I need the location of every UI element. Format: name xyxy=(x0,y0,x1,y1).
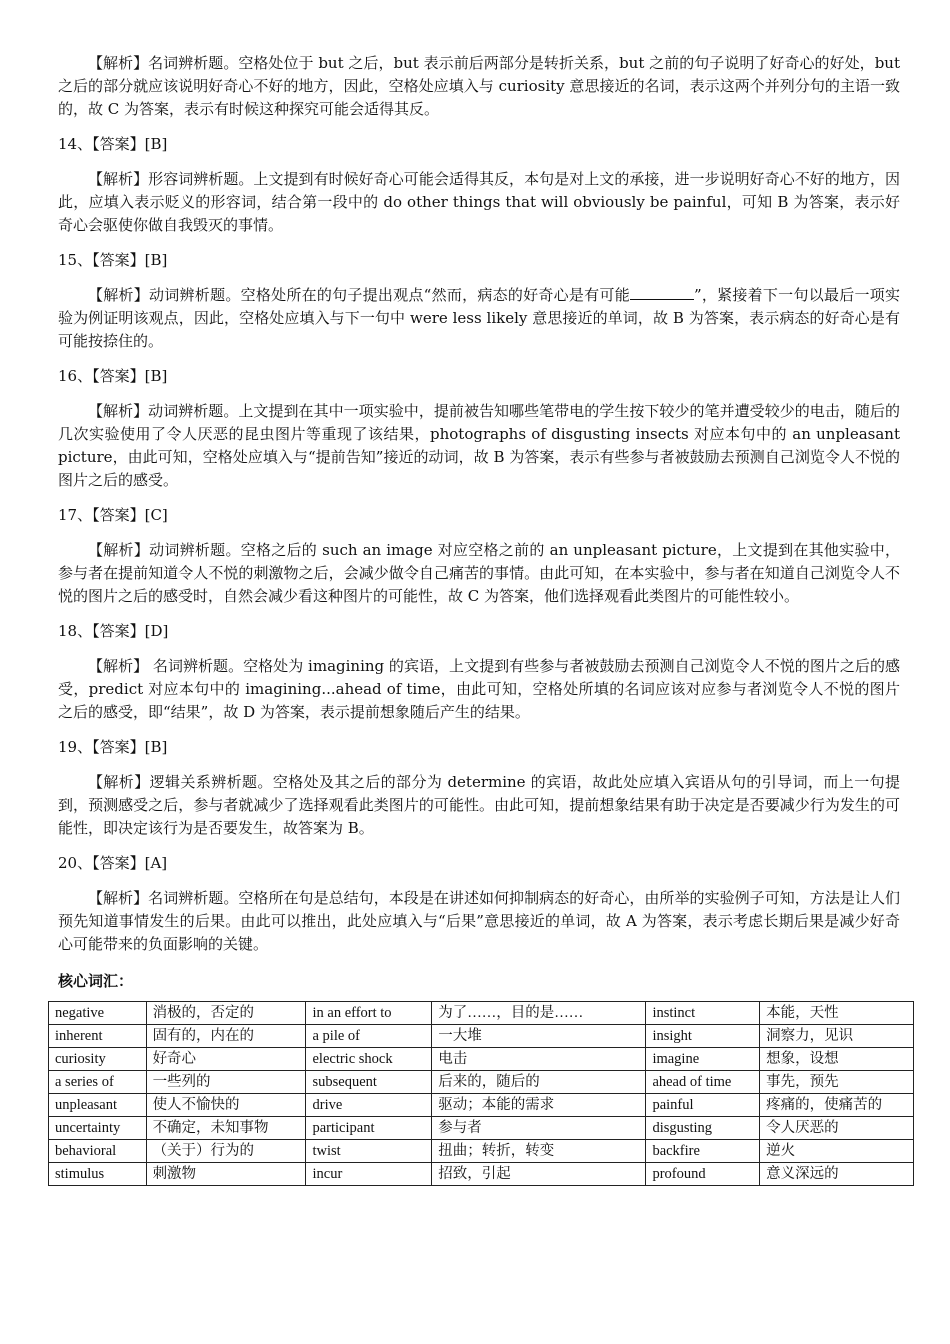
analysis-block-16 xyxy=(58,400,900,492)
table-row xyxy=(49,1071,914,1094)
table-row xyxy=(49,1002,914,1025)
vocab-meaning-cell: 参与者 xyxy=(432,1117,646,1140)
vocab-term-cell: inherent xyxy=(49,1025,147,1048)
answer-line: 19、【答案】[B] xyxy=(58,738,168,756)
vocab-heading: 核心词汇： xyxy=(58,972,134,990)
vocab-meaning-cell: 消极的，否定的 xyxy=(146,1002,306,1025)
vocab-term-cell: profound xyxy=(646,1163,760,1186)
vocab-meaning-cell: 意义深远的 xyxy=(760,1163,914,1186)
vocab-meaning-cell: 驱动；本能的需求 xyxy=(432,1094,646,1117)
analysis-text: 【解析】 名词辨析题。空格处为 imagining 的宾语，上文提到有些参与者被鼓励去预测自己浏览令人不悦的图片之后的感受，predict 对应本句中的 imagining...ahead of time，由此可知，空格处所填的名词应该对应参与者浏览令人不悦的图片之后的感受，即“结果”，故 D 为答案，表示提前想象随后产生的结果。 xyxy=(58,657,900,721)
vocab-meaning-cell: 使人不愉快的 xyxy=(146,1094,306,1117)
table-row xyxy=(49,1094,914,1117)
vocab-term-cell: stimulus xyxy=(49,1163,147,1186)
vocab-term-cell: instinct xyxy=(646,1002,760,1025)
fill-in-blank xyxy=(630,285,694,300)
vocab-meaning-cell: 洞察力，见识 xyxy=(760,1025,914,1048)
vocab-meaning-cell: 令人厌恶的 xyxy=(760,1117,914,1140)
analysis-text: 【解析】逻辑关系辨析题。空格处及其之后的部分为 determine 的宾语，故此处应填入宾语从句的引导词，而上一句提到，预测感受之后，参与者就减少了选择观看此类图片的可能性。由此可知，提前想象结果有助于决定是否要减少行为发生的可能性，即决定该行为是否要发生，故答案为 B。 xyxy=(58,773,900,837)
vocab-meaning-cell: 不确定，未知事物 xyxy=(146,1117,306,1140)
vocab-term-cell: a series of xyxy=(49,1071,147,1094)
answer-line: 15、【答案】[B] xyxy=(58,251,168,269)
analysis-text: 【解析】名词辨析题。空格所在句是总结句，本段是在讲述如何抑制病态的好奇心，由所举的实验例子可知，方法是让人们预先知道事情发生的后果。由此可以推出，此处应填入与“后果”意思接近的单词，故 A 为答案，表示考虑长期后果是减少好奇心可能带来的负面影响的关键。 xyxy=(58,889,900,953)
analysis-block-18 xyxy=(58,655,900,724)
vocab-term-cell: drive xyxy=(306,1094,432,1117)
vocab-meaning-cell: 事先，预先 xyxy=(760,1071,914,1094)
analysis-block-13 xyxy=(58,52,900,121)
analysis-block-14 xyxy=(58,168,900,237)
table-row xyxy=(49,1163,914,1186)
analysis-text: 【解析】名词辨析题。空格处位于 but 之后，but 表示前后两部分是转折关系，but 之前的句子说明了好奇心的好处，but 之后的部分就应该说明好奇心不好的地方，因此，空格处应填入与 curiosity 意思接近的名词，表示这两个并列分句的主语一致的，故 C 为答案，表示有时候这种探究可能会适得其反。 xyxy=(58,54,900,118)
vocab-term-cell: curiosity xyxy=(49,1048,147,1071)
vocab-term-cell: behavioral xyxy=(49,1140,147,1163)
vocab-term-cell: negative xyxy=(49,1002,147,1025)
analysis-block-19 xyxy=(58,771,900,840)
table-row xyxy=(49,1117,914,1140)
vocab-term-cell: insight xyxy=(646,1025,760,1048)
vocab-meaning-cell: 逆火 xyxy=(760,1140,914,1163)
analysis-block-20 xyxy=(58,887,900,956)
vocab-meaning-cell: 电击 xyxy=(432,1048,646,1071)
vocab-meaning-cell: 本能，天性 xyxy=(760,1002,914,1025)
vocab-term-cell: unpleasant xyxy=(49,1094,147,1117)
vocab-term-cell: painful xyxy=(646,1094,760,1117)
vocab-term-cell: a pile of xyxy=(306,1025,432,1048)
table-row xyxy=(49,1140,914,1163)
vocab-term-cell: imagine xyxy=(646,1048,760,1071)
vocab-term-cell: ahead of time xyxy=(646,1071,760,1094)
answer-line: 17、【答案】[C] xyxy=(58,506,168,524)
vocab-meaning-cell: 好奇心 xyxy=(146,1048,306,1071)
analysis-text: 【解析】形容词辨析题。上文提到有时候好奇心可能会适得其反，本句是对上文的承接，进一步说明好奇心不好的地方，因此，应填入表示贬义的形容词，结合第一段中的 do other things that will obviously be painful，可知 B 为答案，表示好奇心会驱使你做自我毁灭的事情。 xyxy=(58,170,900,234)
vocab-meaning-cell: （关于）行为的 xyxy=(146,1140,306,1163)
vocab-meaning-cell: 一大堆 xyxy=(432,1025,646,1048)
vocab-term-cell: electric shock xyxy=(306,1048,432,1071)
answer-line: 14、【答案】[B] xyxy=(58,135,168,153)
vocab-term-cell: disgusting xyxy=(646,1117,760,1140)
vocab-term-cell: participant xyxy=(306,1117,432,1140)
table-row xyxy=(49,1048,914,1071)
vocab-meaning-cell: 刺激物 xyxy=(146,1163,306,1186)
analysis-block-17 xyxy=(58,539,900,608)
vocab-meaning-cell: 固有的，内在的 xyxy=(146,1025,306,1048)
vocab-term-cell: backfire xyxy=(646,1140,760,1163)
vocab-term-cell: in an effort to xyxy=(306,1002,432,1025)
vocab-term-cell: subsequent xyxy=(306,1071,432,1094)
answer-line: 20、【答案】[A] xyxy=(58,854,168,872)
analysis-text xyxy=(58,284,900,353)
vocab-meaning-cell: 后来的，随后的 xyxy=(432,1071,646,1094)
document-page xyxy=(55,52,900,1186)
answer-line: 18、【答案】[D] xyxy=(58,622,169,640)
vocab-term-cell: uncertainty xyxy=(49,1117,147,1140)
vocab-meaning-cell: 一些列的 xyxy=(146,1071,306,1094)
vocab-meaning-cell: 为了……，目的是…… xyxy=(432,1002,646,1025)
analysis-text: 【解析】动词辨析题。上文提到在其中一项实验中，提前被告知哪些笔带电的学生按下较少的笔并遭受较少的电击，随后的几次实验使用了令人厌恶的昆虫图片等重现了该结果，photographs of disgusting insects 对应本句中的 an unpleasant picture，由此可知，空格处应填入与“提前告知”接近的动词，故 B 为答案，表示有些参与者被鼓励去预测自己浏览令人不悦的图片之后的感受。 xyxy=(58,402,900,489)
vocab-table xyxy=(48,1001,914,1186)
vocab-meaning-cell: 疼痛的，使痛苦的 xyxy=(760,1094,914,1117)
analysis-text: 【解析】动词辨析题。空格之后的 such an image 对应空格之前的 an unpleasant picture，上文提到在其他实验中，参与者在提前知道令人不悦的刺激物之后，会减少做令自己痛苦的事情。由此可知，在本实验中，参与者在知道自己浏览令人不悦的图片之后的感受时，自然会减少看这种图片的可能性，故 C 为答案，他们选择观看此类图片的可能性较小。 xyxy=(58,541,900,605)
vocab-term-cell: incur xyxy=(306,1163,432,1186)
analysis-text-part: 【解析】动词辨析题。空格处所在的句子提出观点“然而，病态的好奇心是有可能 xyxy=(88,286,630,304)
answer-line: 16、【答案】[B] xyxy=(58,367,168,385)
vocab-meaning-cell: 想象，设想 xyxy=(760,1048,914,1071)
vocab-meaning-cell: 招致，引起 xyxy=(432,1163,646,1186)
vocab-term-cell: twist xyxy=(306,1140,432,1163)
table-row xyxy=(49,1025,914,1048)
analysis-text-part: ”，紧接着下一句以最后一项实验为例证明该观点，因此，空格处应填入与下一句中 were less likely 意思接近的单词，故 B 为答案，表示病态的好奇心是有可能按捺住的。 xyxy=(58,286,900,350)
vocab-meaning-cell: 扭曲；转折，转变 xyxy=(432,1140,646,1163)
analysis-block-15 xyxy=(58,284,900,353)
